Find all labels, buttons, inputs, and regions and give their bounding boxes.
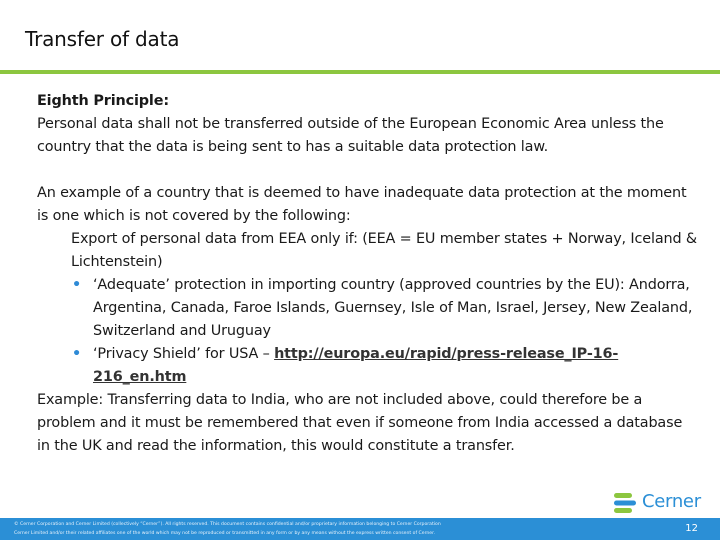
logo-wordmark: Cerner [642, 491, 701, 512]
slide-title: Transfer of data [25, 27, 180, 51]
bullet-icon: • [72, 277, 82, 293]
footer-legal-line-1: © Cerner Corporation and Cerner Limited (collectively “Cerner”). All rights reserved. This document contains confidential and/or proprietary information belonging to Cerner Corporation [14, 522, 441, 527]
privacy-shield-link[interactable]: http://europa.eu/rapid/press-release_IP-16-216_en.htm [93, 346, 619, 385]
example-text: Example: Transferring data to India, who are not included above, could therefore be a problem and it must be remembered that even if someone from India accessed a database in the UK and read the information, this would constitute a transfer. [37, 392, 683, 454]
footer-legal [14, 520, 604, 538]
principle-heading: Eighth Principle: [37, 93, 169, 109]
bullet-icon: • [72, 346, 82, 362]
bullet-adequate-protection [37, 274, 697, 343]
bullet-privacy-prefix: ‘Privacy Shield’ for USA – [93, 346, 275, 362]
cerner-logo [612, 490, 708, 516]
bullet-privacy-shield [37, 343, 697, 389]
principle-text: Personal data shall not be transferred outside of the European Economic Area unless the country that the data is being sent to has a suitable data protection law. [37, 116, 664, 155]
title-divider [0, 70, 720, 74]
spacer [37, 159, 697, 182]
cerner-logo-icon [612, 490, 640, 516]
footer-legal-line-2: Cerner Limited and/or their related affiliates one of the world which may not be reproduced or transmitted in any form or by any means without the express written consent of Cerner. [14, 531, 436, 536]
page-number: 12 [685, 523, 698, 534]
bullet-adequate-text: ‘Adequate’ protection in importing country (approved countries by the EU): Andorra, Argentina, Canada, Faroe Islands, Guernsey, Isle of Man, Israel, Jersey, New Zealand, Switzerland and Uruguay [93, 277, 693, 339]
slide-body [37, 90, 697, 458]
example-intro: An example of a country that is deemed to have inadequate data protection at the moment is one which is not covered by the following: [37, 185, 687, 224]
export-line: Export of personal data from EEA only if: (EEA = EU member states + Norway, Iceland & Lichtenstein) [71, 231, 697, 270]
